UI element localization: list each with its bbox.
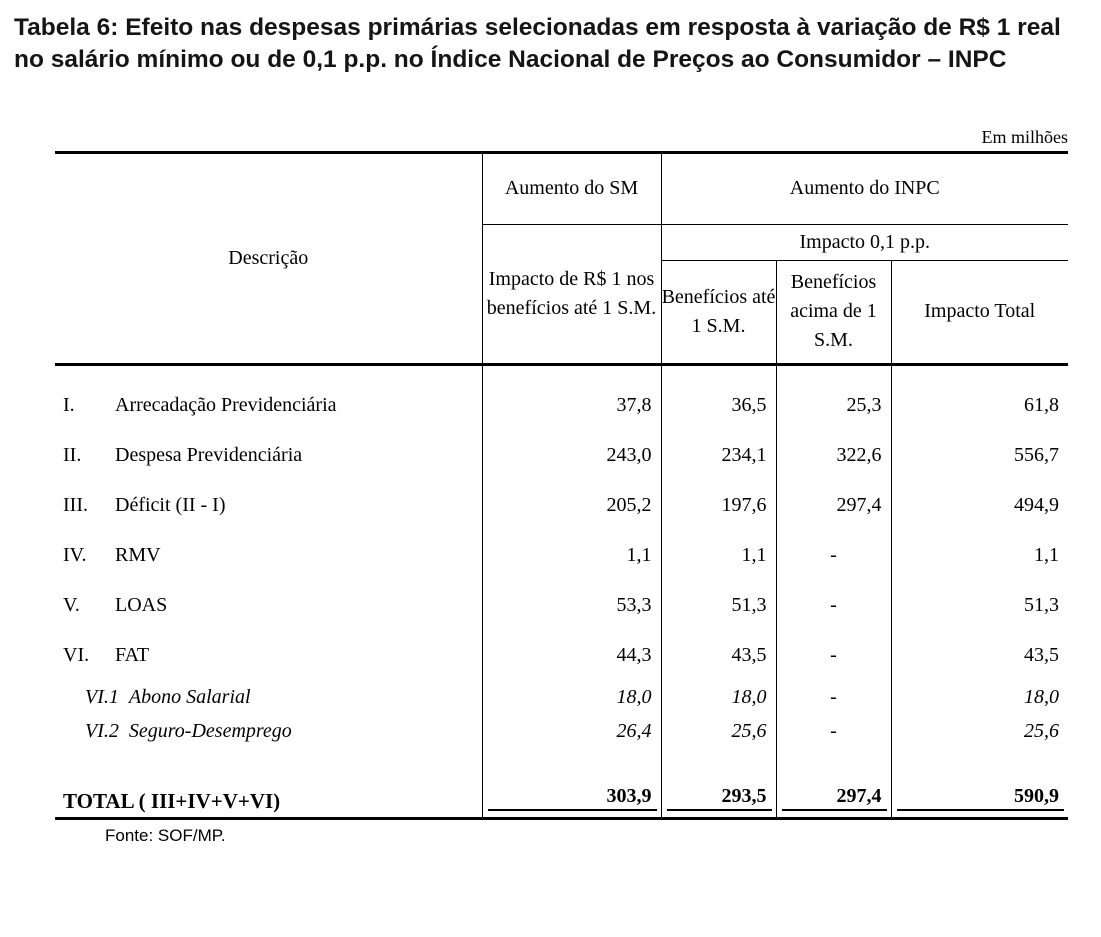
row-label-cell <box>55 714 482 748</box>
spacer-row <box>55 364 1068 380</box>
row-numeral: I. <box>63 393 75 416</box>
table-row <box>55 630 1068 680</box>
cell-inpc-ate: 43,5 <box>661 630 776 680</box>
cell-inpc-acima: 297,4 <box>776 480 891 530</box>
cell-inpc-ate: 51,3 <box>661 580 776 630</box>
header-impacto-sm: Impacto de R$ 1 nos benefícios até 1 S.M. <box>482 224 661 364</box>
row-label: Arrecadação Previdenciária <box>115 393 337 416</box>
cell-impacto-total: 51,3 <box>891 580 1068 630</box>
source-note: Fonte: SOF/MP. <box>105 825 226 845</box>
total-value: 293,5 <box>667 785 772 811</box>
total-value: 297,4 <box>782 785 887 811</box>
row-label-cell <box>55 380 482 430</box>
cell-inpc-ate: 234,1 <box>661 430 776 480</box>
row-label: FAT <box>115 643 150 666</box>
cell-impacto-total: 494,9 <box>891 480 1068 530</box>
spacer-cell <box>482 364 661 380</box>
row-label: Abono Salarial <box>128 685 251 708</box>
table-row <box>55 430 1068 480</box>
spacer-cell <box>891 364 1068 380</box>
spacer-cell <box>776 748 891 766</box>
table-row <box>55 580 1068 630</box>
spacer-cell <box>661 748 776 766</box>
table-row <box>55 380 1068 430</box>
cell-sm: 26,4 <box>482 714 661 748</box>
row-label: LOAS <box>115 593 168 616</box>
row-label-cell <box>55 630 482 680</box>
row-label: RMV <box>115 543 161 566</box>
cell-sm: 53,3 <box>482 580 661 630</box>
total-cell-sm <box>482 766 661 818</box>
row-numeral: V. <box>63 593 80 616</box>
header-aumento-sm: Aumento do SM <box>482 152 661 224</box>
spacer-cell <box>55 748 482 766</box>
cell-inpc-ate: 197,6 <box>661 480 776 530</box>
table-row <box>55 530 1068 580</box>
cell-inpc-acima: 25,3 <box>776 380 891 430</box>
total-row <box>55 766 1068 818</box>
header-aumento-inpc: Aumento do INPC <box>661 152 1068 224</box>
row-numeral: VI.2 <box>85 719 119 742</box>
total-cell-inpc-ate <box>661 766 776 818</box>
cell-sm: 1,1 <box>482 530 661 580</box>
total-label: TOTAL ( III+IV+V+VI) <box>55 766 482 818</box>
spacer-cell <box>55 364 482 380</box>
cell-sm: 37,8 <box>482 380 661 430</box>
total-cell-impacto-total <box>891 766 1068 818</box>
header-beneficios-acima: Benefícios acima de 1 S.M. <box>776 260 891 364</box>
row-label-cell <box>55 480 482 530</box>
cell-inpc-ate: 18,0 <box>661 680 776 714</box>
table-subrow <box>55 714 1068 748</box>
row-label-cell <box>55 680 482 714</box>
row-label-cell <box>55 580 482 630</box>
cell-inpc-acima: - <box>776 530 891 580</box>
cell-sm: 18,0 <box>482 680 661 714</box>
spacer-row <box>55 748 1068 766</box>
cell-inpc-acima: - <box>776 714 891 748</box>
row-numeral: IV. <box>63 543 87 566</box>
cell-impacto-total: 18,0 <box>891 680 1068 714</box>
cell-inpc-acima: - <box>776 580 891 630</box>
header-beneficios-ate: Benefícios até 1 S.M. <box>661 260 776 364</box>
cell-impacto-total: 25,6 <box>891 714 1068 748</box>
cell-impacto-total: 1,1 <box>891 530 1068 580</box>
cell-sm: 243,0 <box>482 430 661 480</box>
row-label-cell <box>55 430 482 480</box>
table-title: Tabela 6: Efeito nas despesas primárias selecionadas em resposta à variação de R$ 1 real no salário mínimo ou de 0,1 p.p. no Índice Nacional de Preços ao Consumidor – INPC <box>14 14 1061 74</box>
row-label: Despesa Previdenciária <box>115 443 303 466</box>
table-row <box>55 480 1068 530</box>
spacer-cell <box>776 364 891 380</box>
row-label: Déficit (II - I) <box>115 493 226 516</box>
row-label: Seguro-Desemprego <box>128 719 292 742</box>
cell-inpc-ate: 25,6 <box>661 714 776 748</box>
total-value: 590,9 <box>897 785 1065 811</box>
cell-inpc-acima: - <box>776 630 891 680</box>
table-subrow <box>55 680 1068 714</box>
spacer-cell <box>661 364 776 380</box>
total-value: 303,9 <box>488 785 657 811</box>
row-numeral: VI.1 <box>85 685 119 708</box>
row-numeral: III. <box>63 493 88 516</box>
row-numeral: II. <box>63 443 82 466</box>
spacer-cell <box>482 748 661 766</box>
cell-inpc-ate: 1,1 <box>661 530 776 580</box>
cell-inpc-ate: 36,5 <box>661 380 776 430</box>
cell-impacto-total: 43,5 <box>891 630 1068 680</box>
row-numeral: VI. <box>63 643 90 666</box>
header-impacto-inpc: Impacto 0,1 p.p. <box>661 224 1068 260</box>
cell-impacto-total: 556,7 <box>891 430 1068 480</box>
row-label-cell <box>55 530 482 580</box>
cell-inpc-acima: - <box>776 680 891 714</box>
spacer-cell <box>891 748 1068 766</box>
data-table <box>55 151 1068 820</box>
cell-sm: 44,3 <box>482 630 661 680</box>
header-descricao: Descrição <box>55 152 482 364</box>
cell-inpc-acima: 322,6 <box>776 430 891 480</box>
total-cell-inpc-acima <box>776 766 891 818</box>
unit-note: Em milhões <box>981 126 1068 147</box>
cell-impacto-total: 61,8 <box>891 380 1068 430</box>
cell-sm: 205,2 <box>482 480 661 530</box>
header-row-groups <box>55 152 1068 224</box>
header-impacto-total: Impacto Total <box>891 260 1068 364</box>
